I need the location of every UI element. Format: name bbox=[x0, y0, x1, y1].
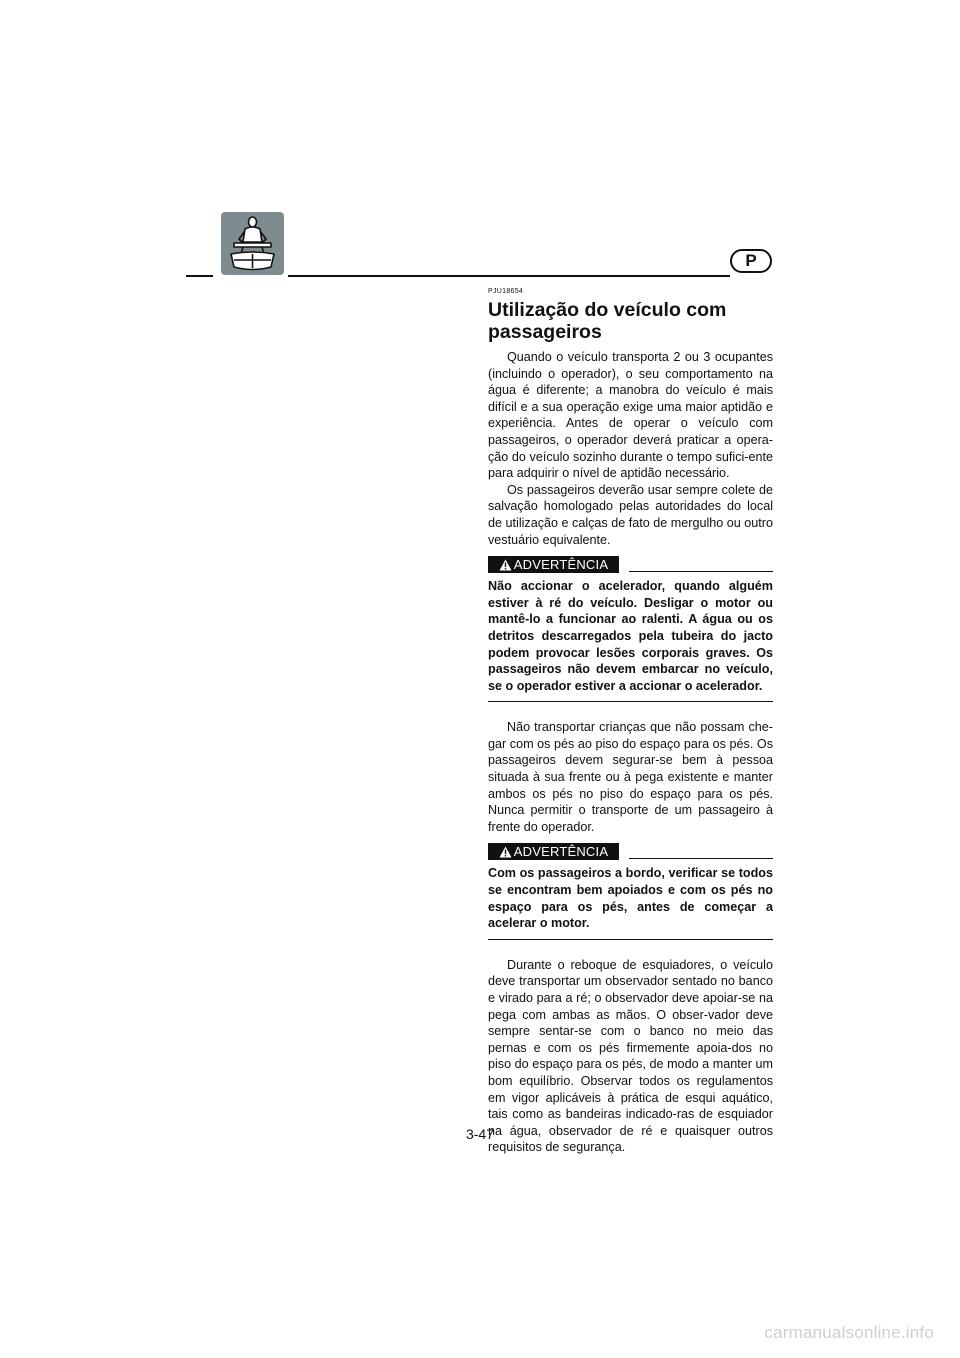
warning-label bbox=[488, 843, 619, 860]
header-rule-right bbox=[288, 275, 730, 277]
warning-rule bbox=[629, 571, 773, 572]
warning-text: Não accionar o acelerador, quando alguém estiver à ré do veículo. Desligar o motor ou mantê-lo a funcionar ao ralenti. A água ou os detritos descarregados pela tubeira do jacto podem provocar lesões corporais graves. Os passageiros não devem embarcar no veículo, se o operador estiver a accionar o acelerador. bbox=[488, 579, 773, 693]
section-code: PJU18654 bbox=[488, 288, 524, 295]
warning-end-rule bbox=[488, 701, 773, 702]
warning-triangle-icon bbox=[499, 846, 512, 858]
paragraph: Não transportar crianças que não possam che-gar com os pés ao piso do espaço para os pés. Os passageiros devem segurar-se bem à pessoa situada à sua frente ou à pega existente e manter ambos os pés no piso do espaço para os pés. Nunca permitir o transporte de um passageiro à frente do operador. bbox=[488, 720, 773, 834]
section-title bbox=[488, 299, 773, 343]
paragraph: Quando o veículo transporta 2 ou 3 ocupantes (incluindo o operador), o seu comportamento na água é diferente; a manobra do veículo é mais difícil e a sua operação exige uma maior aptidão e experiência. Antes de operar o veículo com passageiros, o operador deverá praticar a opera-ção do veículo sozinho durante o tempo sufici-ente para adquirir o nível de aptidão necessário. bbox=[488, 350, 773, 481]
warning-rule bbox=[629, 858, 773, 859]
jet-ski-rider-icon bbox=[221, 212, 284, 275]
warning-end-rule bbox=[488, 939, 773, 940]
paragraph: Os passageiros deverão usar sempre colete de salvação homologado pelas autoridades do local de utilização e calças de fato de mergulho ou outro vestuário equivalente. bbox=[488, 482, 773, 547]
warning-label-text: ADVERTÊNCIA bbox=[513, 557, 609, 573]
section-title-line-2: passageiros bbox=[488, 321, 602, 343]
main-content bbox=[488, 288, 773, 1156]
section-title-line-1: Utilização do veículo com bbox=[488, 299, 727, 321]
warning-label bbox=[488, 556, 619, 573]
watermark-link[interactable]: carmanualsonline.info bbox=[764, 1323, 934, 1342]
warning-header bbox=[488, 843, 773, 860]
language-badge: P bbox=[730, 249, 772, 273]
warning-label-text: ADVERTÊNCIA bbox=[513, 844, 609, 860]
warning-triangle-icon bbox=[499, 559, 512, 571]
page-number: 3-47 bbox=[465, 1126, 495, 1142]
warning-text: Com os passageiros a bordo, verificar se todos se encontram bem apoiados e com os pés no espaço para os pés, antes de começar a acelerar o motor. bbox=[488, 866, 773, 931]
header-rule-left bbox=[186, 275, 213, 277]
paragraph: Durante o reboque de esquiadores, o veículo deve transportar um observador sentado no banco e virado para a ré; o observador deve apoiar-se na pega com ambas as mãos. O obser-vador deve sempre sentar-se com o banco no meio das pernas e com os pés firmemente apoia-dos no piso do espaço para os pés, de modo a manter um bom equilíbrio. Observar todos os regulamentos em vigor aplicáveis à prática de esqui aquático, tais como as bandeiras indicado-ras de esquiador na água, observador de ré e quaisquer outros requisitos de segurança. bbox=[488, 957, 773, 1155]
warning-header bbox=[488, 556, 773, 573]
